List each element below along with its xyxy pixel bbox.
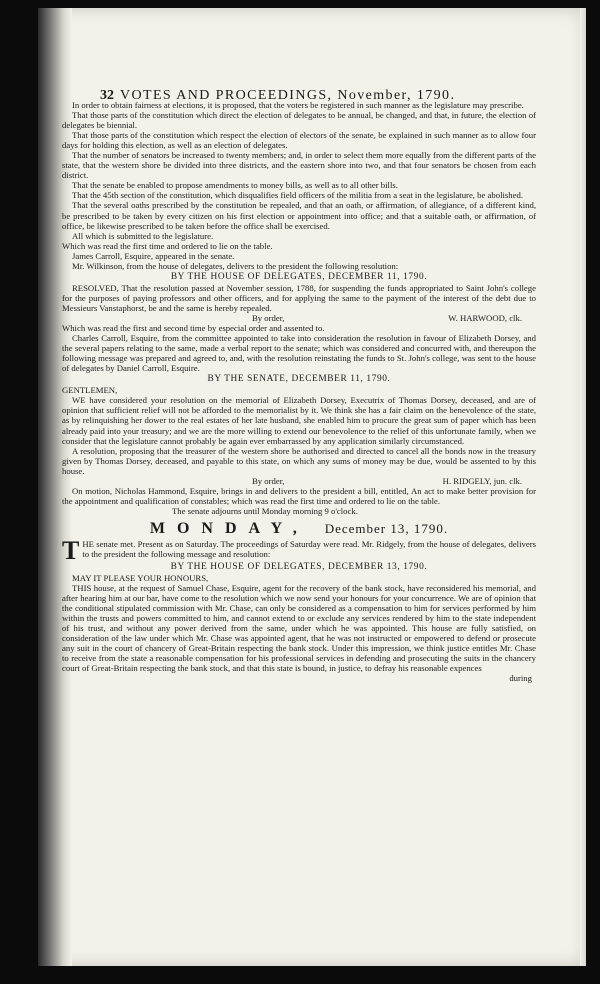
section-heading: BY THE HOUSE OF DELEGATES, DECEMBER 11, 1790.: [170, 271, 428, 282]
paragraph: [62, 535, 536, 565]
paragraph: Which was read the first time and ordered to lie on the table.: [62, 240, 273, 251]
paragraph: That the number of senators be increased to twenty members; and, in order to select them more equally from the different parts of the state, that the western shore be divided into three districts, and the eastern shore into two, and that four senators be chosen from each district.: [62, 150, 536, 181]
by-order: By order,: [252, 312, 285, 323]
paragraph: Charles Carroll, Esquire, from the committee appointed to take into consideration the resolution in favour of Elizabeth Dorsey, and the several papers relating to the same, made a verbal report to the senate; which was considered and concurred with, and thereupon the following message was prepared and agreed to, and, with the resolution reinstating the funds to St. John's college, was sent to the house of delegates by Daniel Carroll, Esquire.: [62, 333, 536, 374]
opening-text: HE senate met. Present as on Saturday. The proceedings of Saturday were read.: [82, 538, 360, 549]
day-date: December 13, 1790.: [324, 520, 449, 536]
page-body: [62, 100, 536, 684]
section-heading: BY THE SENATE, DECEMBER 11, 1790.: [207, 374, 391, 385]
address: MAY IT PLEASE YOUR HONOURS,: [72, 573, 209, 584]
opening-text-2: Mr. Ridgely, from the house of delegates, delivers to the president the following message and resolution:: [82, 538, 536, 560]
signature-block: [62, 476, 536, 486]
page-edge: [580, 8, 586, 966]
paragraph: That those parts of the constitution which direct the election of delegates to be annual, be changed, and that, in future, the election of delegates be biennial.: [62, 110, 536, 131]
day-heading: [62, 519, 536, 537]
message-text: WE have considered your resolution on the memorial of Elizabeth Dorsey, Executrix of Thomas Dorsey, deceased, and are of opinion that sufficient relief will not be afforded to the memorialist by it. We think she has a fair claim on the benevolence of the state, as by relinquishing her dower to the real estates of her late husband, she enabled him to procure the great sum of paper which has been already paid into your treasury; and we are the more willing to extend our benevolence to the relief of this unfortunate family, when we consider that the legislature cannot probably be again ever embarrassed by any application similarly circumstanced.: [62, 395, 536, 446]
running-title: VOTES AND PROCEEDINGS, November, 1790.: [120, 88, 456, 103]
drop-cap: T: [62, 535, 80, 565]
paragraph: That the senate be enabled to propose amendments to money bills, as well as to all other bills.: [72, 180, 398, 191]
paragraph: Mr. Wilkinson, from the house of delegates, delivers to the president the following resolution:: [72, 260, 399, 271]
clerk-signature: W. HARWOOD, clk.: [448, 312, 522, 323]
catchword: during: [509, 673, 532, 684]
signature-block: [62, 313, 536, 323]
paragraph: James Carroll, Esquire, appeared in the senate.: [72, 250, 235, 261]
by-order: By order,: [252, 475, 285, 486]
paragraph: That those parts of the constitution which respect the election of electors of the senate, be explained in such manner as to allow four days for holding this election, as well as an election of delegates.: [62, 130, 536, 151]
paragraph: A resolution, proposing that the treasurer of the western shore be authorised and directed to cancel all the bonds now in the treasury given by Thomas Dorsey, deceased, and payable to this state, on which any sums of money may be due, would be assented to by this house.: [62, 445, 536, 476]
resolution-text: RESOLVED, That the resolution passed at November session, 1788, for suspending the funds appropriated to Saint John's college for the purposes of paying professors and other officers, and for applying the same to the payment of the interest of the debt due to Messieurs Vanstaphorst, be and the same is hereby repealed.: [62, 282, 536, 313]
section-heading: BY THE HOUSE OF DELEGATES, DECEMBER 13, 1790.: [170, 561, 428, 572]
paragraph: That the 45th section of the constitution, which disqualifies field officers of the militia from a seat in the legislature, be abolished.: [72, 190, 523, 201]
salutation: GENTLEMEN,: [62, 385, 118, 396]
paragraph: In order to obtain fairness at elections, it is proposed, that the voters be registered in such manner as the legislature may prescribe.: [72, 100, 524, 110]
paragraph: All which is submitted to the legislature.: [72, 230, 214, 241]
page-number: 32: [100, 88, 114, 103]
paragraph: Which was read the first and second time by especial order and assented to.: [62, 323, 325, 334]
paragraph: On motion, Nicholas Hammond, Esquire, brings in and delivers to the president a bill, entitled, An act to make better provision for the appointment and qualification of constables; which was read the first time and ordered to lie on the table.: [62, 485, 536, 506]
adjournment: The senate adjourns until Monday morning 9 o'clock.: [172, 505, 358, 516]
clerk-signature: H. RIDGELY, jun. clk.: [442, 475, 522, 486]
message-text: THIS house, at the request of Samuel Chase, Esquire, agent for the recovery of the bank stock, have reconsidered his memorial, and after hearing him at our bar, have come to the resolution which we now send your honours for your concurrence. We are of opinion that the conditional stipulated commission with Mr. Chase, can only be considered as a compensation to him for services performed by him within the trusts and powers committed to him, and cannot extend to or exclude any services rendered by him to the state independent of his trust, and without any power derived from the same, under which he was appointed. This house are fully satisfied, on consideration of the law under which Mr. Chase was appointed agent, that he was not instructed or empowered to defend or prosecute any suit in the court of chancery of Great-Britain respecting the bank stock. Under this impression, we think justice entitles Mr. Chase to receive from the state a reasonable compensation for his professional services in defending and prosecuting the suits in the chancery court of Great-Britain respecting the bank stock, and that this state is bound, in justice, to defray his reasonable expences: [62, 583, 536, 674]
paragraph: That the several oaths prescribed by the constitution be repealed, and that an oath, or affirmation, of allegiance, of a different kind, be prescribed to be taken by every citizen on his first election or appointment into office; and that a suitable oath, or affirmation, of office, be likewise prescribed to be taken before the office shall be exercised.: [62, 200, 536, 231]
day-name: MONDAY,: [149, 519, 309, 537]
